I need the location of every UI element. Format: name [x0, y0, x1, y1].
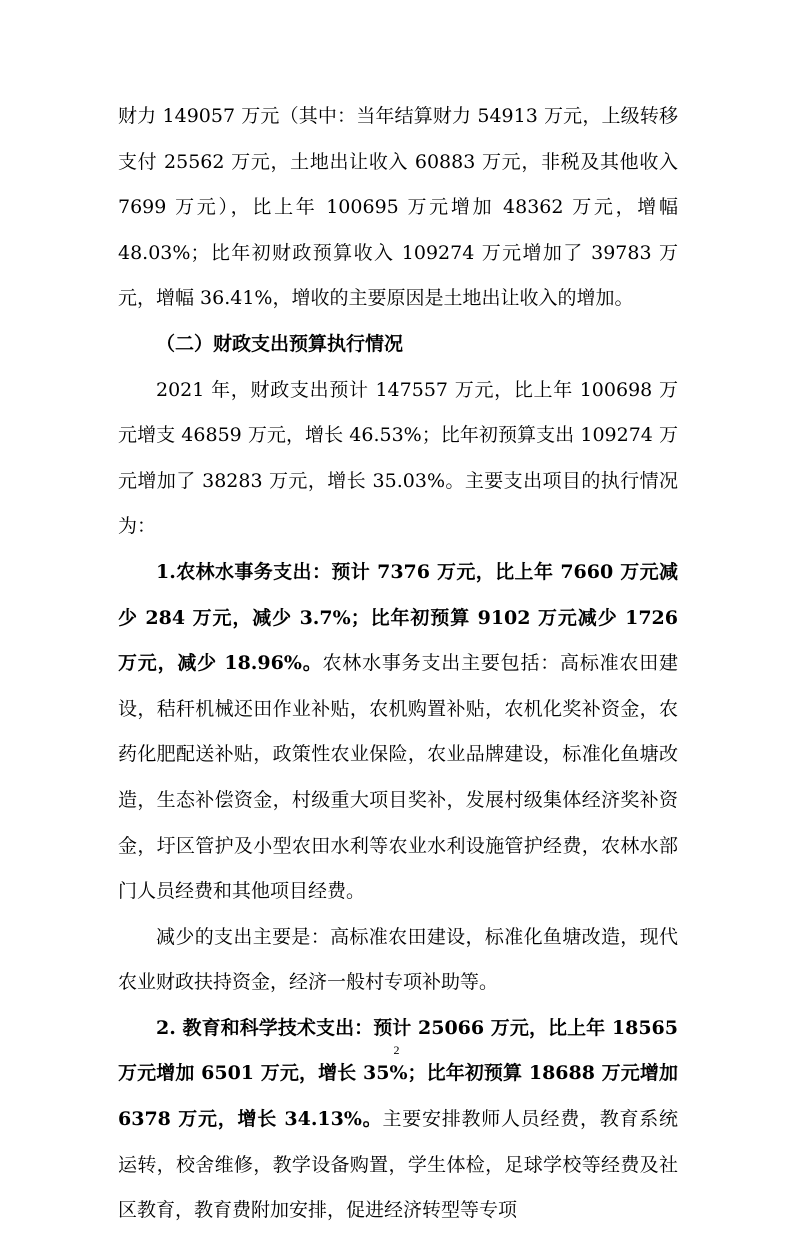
paragraph-expenditure-decrease: 减少的支出主要是：高标准农田建设，标准化鱼塘改造，现代农业财政扶持资金，经济一般村专项补助等。: [118, 925, 678, 994]
paragraph-fiscal-revenue: 财力 149057 万元（其中：当年结算财力 54913 万元，上级转移支付 25562 万元，土地出让收入 60883 万元，非税及其他收入 7699 万元），比上年 100695 万元增加 48362 万元，增幅 48.03%；比年初财政预算收入 109274 万元增加了 39783 万元，增幅 36.41%，增收的主要原因是土地出让收入的增加。: [118, 105, 678, 310]
paragraph-education-expenditure: [118, 1006, 678, 1234]
section-heading-expenditure: （二）财政支出预算执行情况: [156, 332, 404, 355]
document-body: [118, 94, 678, 1234]
agriculture-expenditure-heading: 1.农林水事务支出：预计 7376 万元，比上年 7660 万元减少 284 万元，减少 3.7%；比年初预算 9102 万元减少 1726 万元，减少 18.96%。: [118, 560, 678, 675]
paragraph-agriculture-expenditure: [118, 550, 678, 915]
agriculture-expenditure-detail: 农林水事务支出主要包括：高标准农田建设，秸秆机械还田作业补贴，农机购置补贴，农机化奖补资金，农药化肥配送补贴，政策性农业保险，农业品牌建设，标准化鱼塘改造，生态补偿资金，村级重大项目奖补，发展村级集体经济奖补资金，圩区管护及小型农田水利等农业水利设施管护经费，农林水部门人员经费和其他项目经费。: [118, 652, 678, 903]
education-expenditure-detail: 主要安排教师人员经费，教育系统运转，校舍维修，教学设备购置，学生体检，足球学校等经费及社区教育，教育费附加安排，促进经济转型等专项: [118, 1108, 678, 1222]
education-expenditure-heading: 2. 教育和科学技术支出：预计 25066 万元，比上年 18565 万元增加 6501 万元，增长 35%；比年初预算 18688 万元增加 6378 万元，增长 34.13%。: [118, 1016, 678, 1131]
paragraph-expenditure-summary: 2021 年，财政支出预计 147557 万元，比上年 100698 万元增支 46859 万元，增长 46.53%；比年初预算支出 109274 万元增加了 38283 万元，增长 35.03%。主要支出项目的执行情况为：: [118, 378, 678, 538]
page-number: 2: [393, 1043, 400, 1057]
